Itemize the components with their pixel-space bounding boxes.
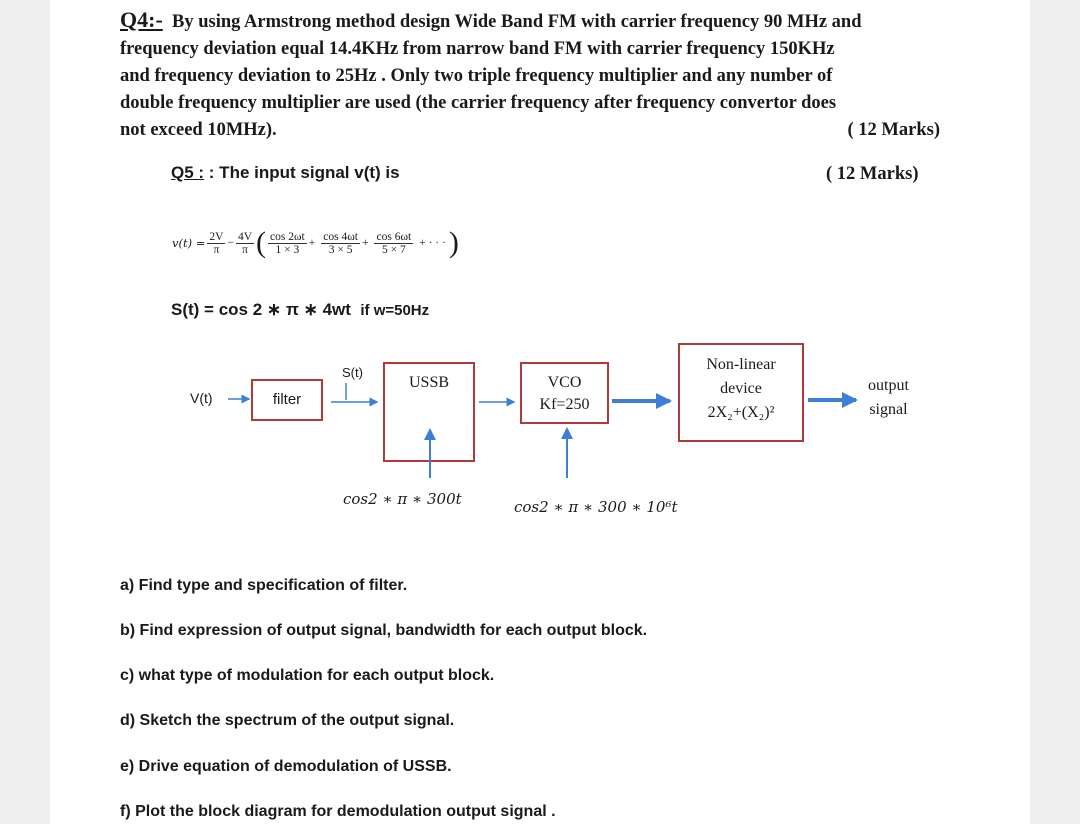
output-label: output signal xyxy=(868,377,909,418)
eq-tail: + · · · xyxy=(419,237,446,249)
q5-marks: ( 12 Marks) xyxy=(826,164,919,184)
q4-line-5: not exceed 10MHz). ( 12 Marks) xyxy=(120,117,940,144)
nonlinear-label-2: device xyxy=(720,380,762,397)
q4-line-2: frequency deviation equal 14.4KHz from narrow band FM with carrier frequency 150KHz xyxy=(120,39,835,59)
eq-plus-1: + xyxy=(308,237,316,249)
eq-open-paren: ( xyxy=(256,226,267,259)
eq-f3-num: cos 6ωt xyxy=(376,230,412,243)
eq-f1-num: cos 2ωt xyxy=(270,230,305,243)
part-f: f) Plot the block diagram for demodulation output signal . xyxy=(120,803,556,820)
part-c: c) what type of modulation for each output block. xyxy=(120,667,495,684)
part-d: d) Sketch the spectrum of the output signal. xyxy=(120,712,455,729)
eq-f1-den: 1 × 3 xyxy=(275,243,300,256)
ussb-carrier-label: cos2 ∗ π ∗ 300t xyxy=(343,490,462,508)
eq-t2-num: 4V xyxy=(237,230,253,243)
q4-line-3: and frequency deviation to 25Hz . Only two triple frequency multiplier and any number of xyxy=(120,66,833,86)
filter-block: filter xyxy=(251,379,323,421)
eq-lhs: v(t) = xyxy=(172,236,206,250)
q4-line-4: double frequency multiplier are used (the carrier frequency after frequency convertor does xyxy=(120,93,837,113)
ussb-label: USSB xyxy=(408,374,450,391)
vco-kf: Kf=250 xyxy=(539,396,590,413)
part-e: e) Drive equation of demodulation of USSB. xyxy=(120,758,452,775)
eq-minus: − xyxy=(227,237,234,249)
vco-carrier-label: cos2 ∗ π ∗ 300 ∗ 10⁶t xyxy=(514,498,678,516)
eq-t1-num: 2V xyxy=(209,230,224,243)
st-condition: if w=50Hz xyxy=(360,302,430,319)
q4-label: Q4:- xyxy=(120,7,163,32)
eq-t1-den: π xyxy=(213,243,220,256)
eq-f2-num: cos 4ωt xyxy=(323,230,358,243)
nonlinear-formula: 2X₂+(X₂)² xyxy=(707,404,775,421)
eq-f2-den: 3 × 5 xyxy=(328,243,353,256)
st-input-label: S(t) xyxy=(342,365,363,380)
eq-plus-2: + xyxy=(361,237,369,249)
vt-input-label: V(t) xyxy=(190,390,213,406)
part-a: a) Find type and specification of filter. xyxy=(120,577,408,594)
nonlinear-label-1: Non-linear xyxy=(706,356,776,373)
q5-label: Q5 : xyxy=(171,163,205,182)
q5-title: : The input signal v(t) is xyxy=(208,163,400,182)
vco-label: VCO xyxy=(547,374,582,391)
q4-marks: ( 12 Marks) xyxy=(847,120,940,140)
eq-t2-den: π xyxy=(242,243,248,256)
part-b: b) Find expression of output signal, bandwidth for each output block. xyxy=(120,622,648,639)
eq-f3-den: 5 × 7 xyxy=(381,243,406,256)
eq-close-paren: ) xyxy=(448,226,459,259)
q4-line-1: Q4:- By using Armstrong method design Wide Band FM with carrier frequency 90 MHz and xyxy=(120,7,862,32)
st-expression: S(t) = cos 2 ∗ π ∗ 4wt xyxy=(171,300,351,319)
